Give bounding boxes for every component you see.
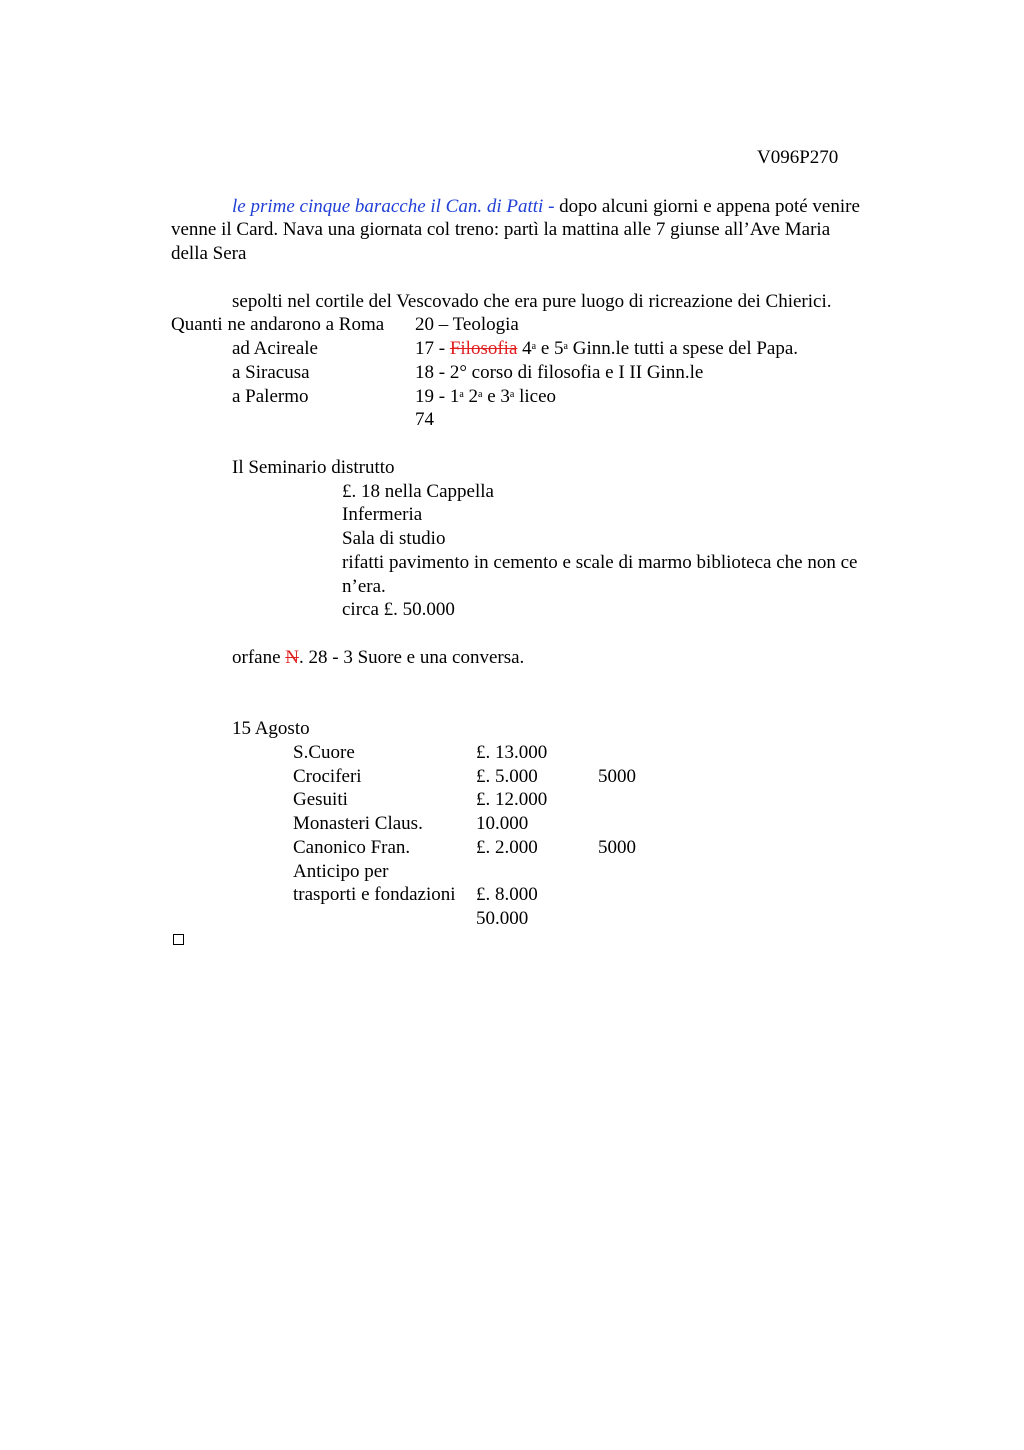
orfane-line	[232, 646, 524, 670]
agosto-total: 50.000	[476, 908, 529, 929]
acireale-label: ad Acireale	[232, 338, 318, 359]
agosto-row-name: Canonico Fran.	[293, 837, 411, 858]
agosto-row-name: Anticipo per	[293, 861, 389, 882]
seminario-item: rifatti pavimento in cemento e scale di marmo biblioteca che non ce	[342, 552, 858, 573]
acireale-n1: 4	[517, 338, 532, 359]
agosto-row-name: Monasteri Claus.	[293, 813, 423, 834]
para1-line2: venne il Card. Nava una giornata col treno: partì la mattina alle 7 giunse all’Ave Maria	[171, 219, 831, 240]
agosto-row-amount: £. 12.000	[476, 789, 548, 810]
total-students: 74	[415, 409, 434, 430]
agosto-row-name: Gesuiti	[293, 789, 348, 810]
palermo-v1: 19 - 1	[415, 386, 460, 407]
palermo-label: a Palermo	[232, 386, 309, 407]
roma-label: Quanti ne andarono a Roma	[171, 314, 385, 335]
agosto-row-name: Crociferi	[293, 766, 362, 787]
agosto-title: 15 Agosto	[232, 718, 310, 739]
agosto-row-amount: 10.000	[476, 813, 529, 834]
agosto-row-extra: 5000	[598, 766, 636, 787]
seminario-title: Il Seminario distrutto	[232, 457, 395, 478]
superscript: a	[509, 389, 515, 400]
siracusa-label: a Siracusa	[232, 362, 310, 383]
siracusa-value: 18 - 2° corso di filosofia e I II Ginn.le	[415, 362, 704, 383]
struck-text: Filosofia	[449, 338, 518, 359]
page-id: V096P270	[757, 147, 839, 168]
palermo-v4: liceo	[514, 386, 557, 407]
para1-line3: della Sera	[171, 243, 247, 264]
superscript: a	[459, 389, 464, 400]
palermo-v2: 2	[463, 386, 479, 407]
orfane-rest: . 28 - 3 Suore e una conversa.	[299, 647, 525, 668]
para2-line1: sepolti nel cortile del Vescovado che era pure luogo di ricreazione dei Chierici.	[232, 291, 832, 312]
superscript: a	[563, 341, 568, 352]
seminario-item: Sala di studio	[342, 528, 446, 549]
superscript: a	[478, 389, 483, 400]
para1-line1-rest: dopo alcuni giorni e appena poté venire	[554, 196, 860, 217]
para1-line1	[232, 195, 860, 219]
seminario-item: Infermeria	[342, 504, 423, 525]
seminario-item: £. 18 nella Cappella	[342, 481, 494, 502]
palermo-value	[415, 385, 556, 409]
italic-note: le prime cinque baracche il Can. di Patti -	[232, 196, 555, 217]
checkbox-icon	[173, 934, 184, 945]
agosto-row-name: S.Cuore	[293, 742, 355, 763]
agosto-row-amount: £. 5.000	[476, 766, 538, 787]
roma-value: 20 – Teologia	[415, 314, 519, 335]
agosto-row-amount: £. 13.000	[476, 742, 548, 763]
palermo-v3: e 3	[482, 386, 510, 407]
orfane-prefix: orfane	[232, 647, 286, 668]
seminario-item: circa £. 50.000	[342, 599, 455, 620]
agosto-row-amount: £. 8.000	[476, 884, 538, 905]
acireale-rest: Ginn.le tutti a spese del Papa.	[567, 338, 799, 359]
acireale-prefix: 17 -	[415, 338, 450, 359]
struck-text: N	[285, 647, 300, 668]
seminario-item: n’era.	[342, 576, 386, 597]
acireale-value	[415, 337, 798, 361]
agosto-row-amount: £. 2.000	[476, 837, 538, 858]
agosto-row-extra: 5000	[598, 837, 636, 858]
acireale-mid: e 5	[536, 338, 564, 359]
superscript: a	[531, 341, 537, 352]
agosto-row-name: trasporti e fondazioni	[293, 884, 456, 905]
